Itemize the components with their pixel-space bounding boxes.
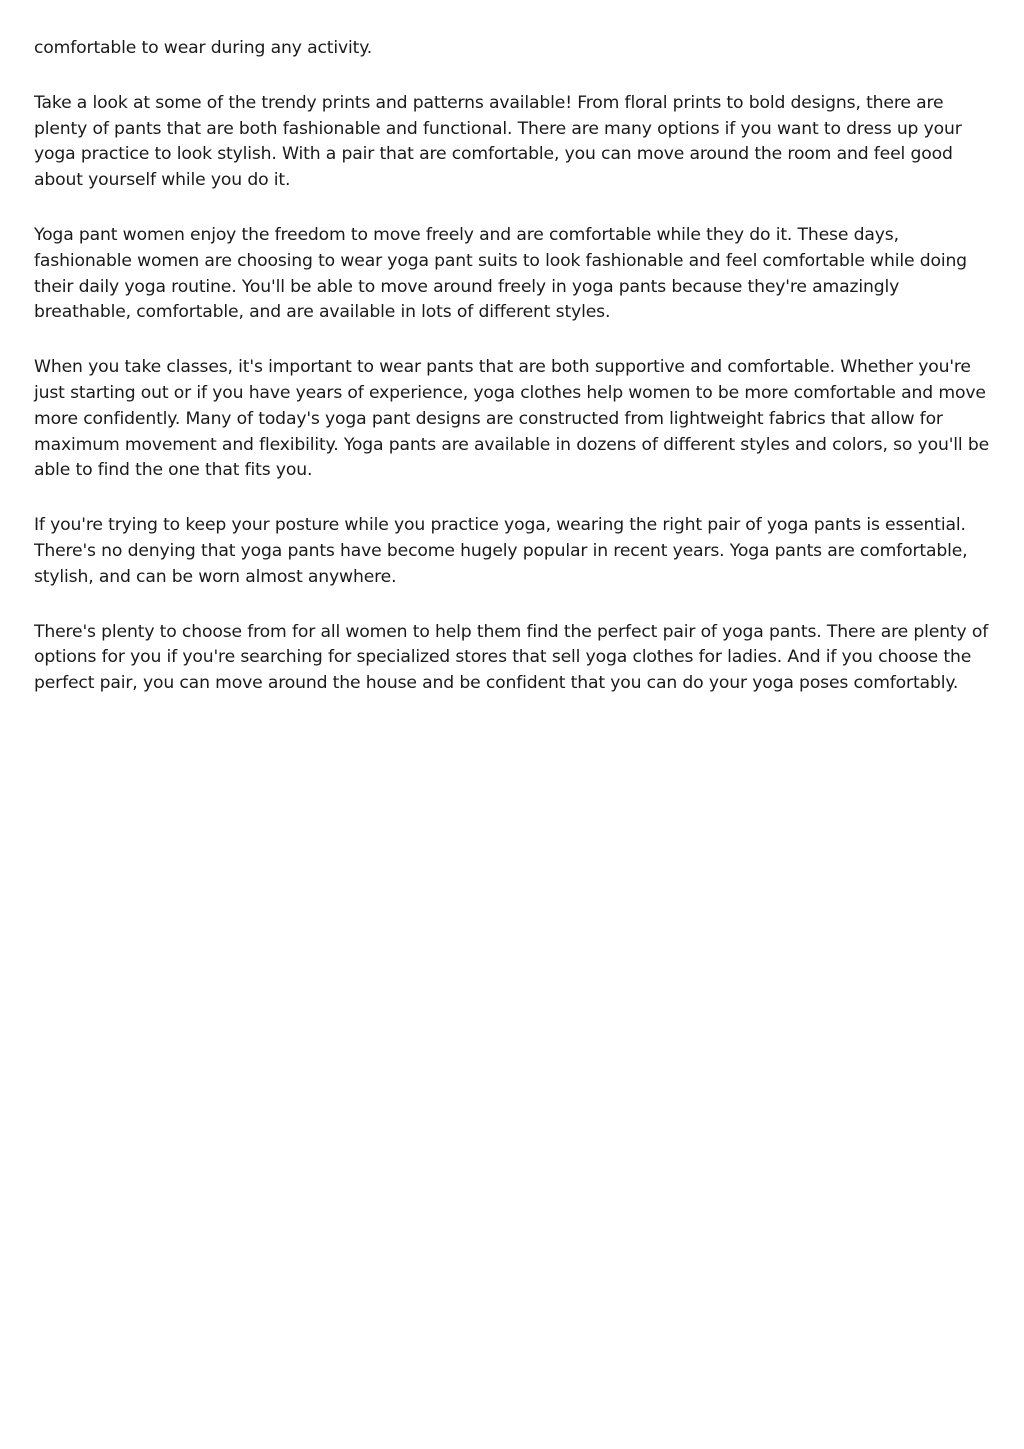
paragraph: Yoga pant women enjoy the freedom to move freely and are comfortable while they do it. These days, fashionable women are choosing to wear yoga pant suits to look fashionable and feel comfortable while doing their daily yoga routine. You'll be able to move around freely in yoga pants because they're amazingly breathable, comfortable, and are available in lots of different styles. (34, 224, 967, 323)
paragraph: There's plenty to choose from for all women to help them find the perfect pair of yoga pants. There are plenty of options for you if you're searching for specialized stores that sell yoga clothes for ladies. And if you choose the perfect pair, you can move around the house and be confident that you can do your yoga poses comfortably. (34, 621, 989, 694)
paragraph: comfortable to wear during any activity. (34, 38, 373, 58)
paragraph: Take a look at some of the trendy prints and patterns available! From floral prints to bold designs, there are plenty of pants that are both fashionable and functional. There are many options if you want to dress up your yoga practice to look stylish. With a pair that are comfortable, you can move around the room and feel good about yourself while you do it. (34, 92, 962, 191)
article-body (34, 36, 996, 726)
paragraph: If you're trying to keep your posture while you practice yoga, wearing the right pair of yoga pants is essential. There's no denying that yoga pants have become hugely popular in recent years. Yoga pants are comfortable, stylish, and can be worn almost anywhere. (34, 515, 968, 587)
paragraph: When you take classes, it's important to wear pants that are both supportive and comfortable. Whether you're just starting out or if you have years of experience, yoga clothes help women to be more comfortable and move more confidently. Many of today's yoga pant designs are constructed from lightweight fabrics that allow for maximum movement and flexibility. Yoga pants are available in dozens of different styles and colors, so you'll be able to find the one that fits you. (34, 357, 990, 481)
